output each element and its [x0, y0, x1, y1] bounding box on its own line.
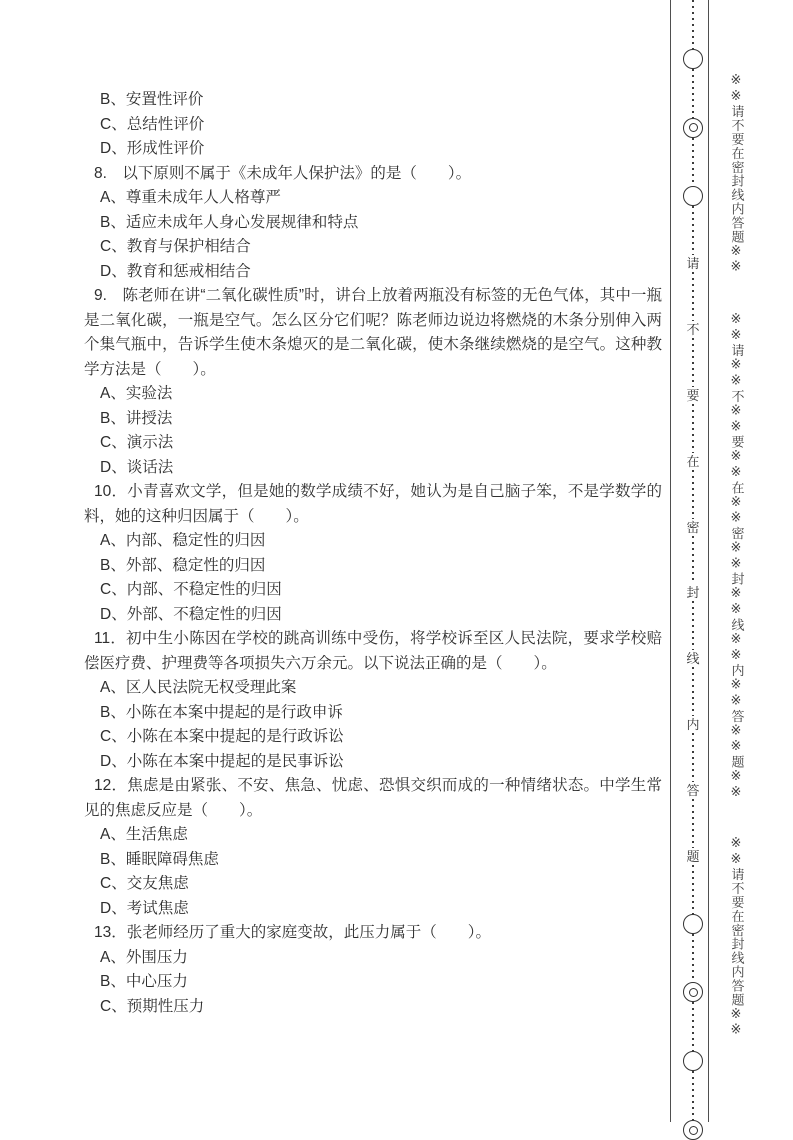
seal-border-line-right — [708, 0, 709, 1122]
seal-char: 密 — [686, 519, 700, 535]
seal-dotted-segment — [692, 1002, 694, 1051]
seal-char: 答 — [686, 782, 700, 798]
question-stem: 9. 陈老师在讲“二氧化碳性质”时，讲台上放着两瓶没有标签的无色气体，其中一瓶是二氧化碳，一瓶是空气。怎么区分它们呢？陈老师边说边将燃烧的木条分别伸入两个集气瓶中，告诉学生使木条熄灭的是二氧化碳，使木条继续燃烧的是空气。这种教学方法是（ ）。 — [84, 287, 662, 378]
seal-dotted-segment — [692, 1071, 694, 1120]
option-line: B、中心压力 — [100, 973, 188, 990]
double-circle-icon — [683, 982, 703, 1002]
circle-icon — [683, 49, 703, 69]
question-stem: 11．初中生小陈因在学校的跳高训练中受伤，将学校诉至区人民法院，要求学校赔偿医疗费、护理费等各项损失六万余元。以下说法正确的是（ ）。 — [84, 630, 662, 672]
option-line: B、小陈在本案中提起的是行政申诉 — [100, 703, 343, 721]
seal-dotted-segment — [692, 667, 694, 716]
seal-char: 封 — [686, 585, 700, 601]
option-line: D、外部、不稳定性的归因 — [100, 605, 282, 623]
circle-icon — [683, 1051, 703, 1071]
seal-dotted-segment — [692, 799, 694, 848]
seal-dotted-segment — [692, 338, 694, 387]
seal-char: 要 — [686, 387, 700, 403]
seal-dotted-segment — [692, 272, 694, 321]
seal-char: 不 — [686, 322, 700, 338]
seal-warning-text-middle: ※※请※※不※※要※※在※※密※※封※※线※※内※※答※※题※※ — [729, 311, 745, 801]
option-line: D、小陈在本案中提起的是民事诉讼 — [100, 752, 344, 770]
double-circle-inner-icon — [689, 988, 698, 997]
circle-icon — [683, 186, 703, 206]
double-circle-inner-icon — [689, 1126, 698, 1135]
seal-char: 内 — [686, 717, 700, 733]
circle-icon — [683, 914, 703, 934]
seal-dotted-segment — [692, 536, 694, 585]
double-circle-inner-icon — [689, 123, 698, 132]
seal-dotted-segment — [692, 601, 694, 650]
option-line: D、考试焦虑 — [100, 899, 189, 917]
seal-dotted-segment — [692, 865, 694, 914]
double-circle-icon — [683, 1120, 703, 1140]
seal-warning-text-bottom: ※※请不要在密封线内答题※※ — [729, 836, 745, 1040]
seal-char: 在 — [686, 453, 700, 469]
seal-char: 线 — [686, 651, 700, 667]
option-line: C、内部、不稳定性的归因 — [100, 581, 282, 598]
option-line: D、谈话法 — [100, 458, 174, 476]
option-line: B、讲授法 — [100, 409, 173, 427]
seal-char: 题 — [686, 848, 700, 864]
option-line: C、交友焦虑 — [100, 875, 189, 892]
question-stem: 12．焦虑是由紧张、不安、焦急、忧虑、恐惧交织而成的一种情绪状态。中学生常见的焦虑反应是（ ）。 — [84, 777, 662, 819]
option-line: C、预期性压力 — [100, 997, 205, 1015]
exam-content — [84, 88, 662, 1019]
seal-dotted-column — [680, 0, 706, 1140]
option-line: A、尊重未成年人人格尊严 — [100, 189, 281, 206]
option-line: B、安置性评价 — [100, 91, 204, 108]
option-line: B、适应未成年人身心发展规律和特点 — [100, 213, 359, 231]
seal-warning-text-top: ※※请不要在密封线内答题※※ — [729, 73, 745, 276]
option-line: B、睡眠障碍焦虑 — [100, 850, 219, 868]
seal-dotted-segment — [692, 69, 694, 118]
seal-dotted-segment — [692, 733, 694, 782]
option-line: A、区人民法院无权受理此案 — [100, 679, 297, 696]
option-line: B、外部、稳定性的归因 — [100, 556, 266, 574]
option-line: D、教育和惩戒相结合 — [100, 262, 251, 280]
option-line: A、内部、稳定性的归因 — [100, 532, 266, 549]
seal-warning-column — [722, 0, 752, 1122]
option-line: C、小陈在本案中提起的是行政诉讼 — [100, 728, 344, 745]
option-line: A、生活焦虑 — [100, 826, 188, 843]
option-line: D、形成性评价 — [100, 140, 205, 157]
seal-border-line-left — [670, 0, 671, 1122]
seal-dotted-segment — [692, 0, 694, 49]
question-stem: 13．张老师经历了重大的家庭变故，此压力属于（ ）。 — [94, 924, 491, 941]
seal-dotted-segment — [692, 206, 694, 255]
question-stem: 10．小青喜欢文学，但是她的数学成绩不好，她认为是自己脑子笨，不是学数学的料，她的这种归因属于（ ）。 — [84, 483, 662, 525]
seal-dotted-segment — [692, 934, 694, 983]
option-line: C、总结性评价 — [100, 115, 205, 133]
option-line: A、实验法 — [100, 385, 173, 402]
option-line: C、演示法 — [100, 434, 174, 451]
option-line: C、教育与保护相结合 — [100, 238, 251, 255]
seal-char: 请 — [686, 256, 700, 272]
seal-dotted-segment — [692, 138, 694, 187]
question-stem: 8. 以下原则不属于《未成年人保护法》的是（ ）。 — [94, 164, 472, 182]
seal-dotted-segment — [692, 470, 694, 519]
option-line: A、外围压力 — [100, 948, 188, 966]
double-circle-icon — [683, 118, 703, 138]
seal-dotted-segment — [692, 404, 694, 453]
